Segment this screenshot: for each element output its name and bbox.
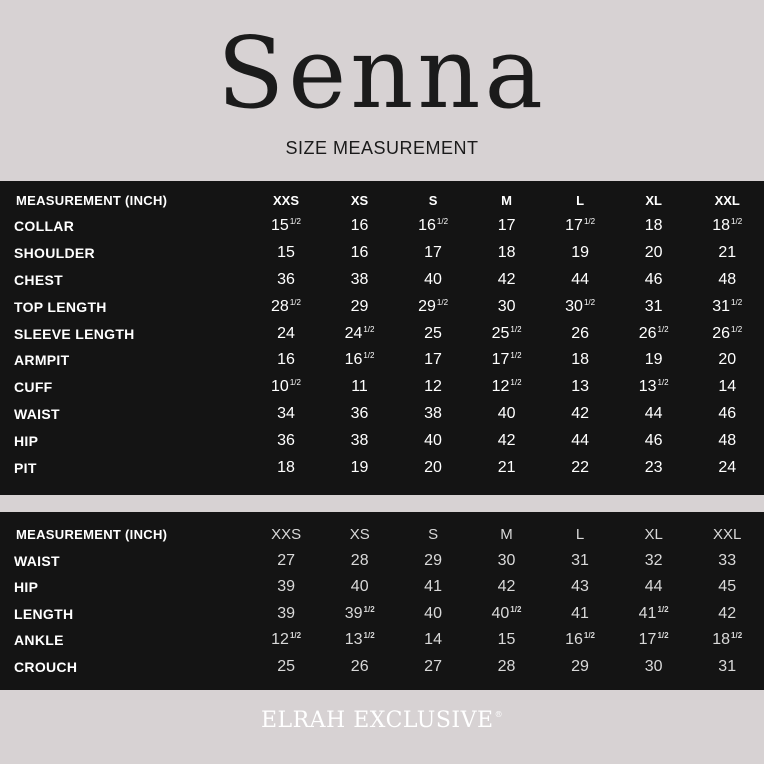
half-fraction: 1/2 (657, 378, 669, 388)
measurement-value: 28 (271, 297, 289, 315)
measurement-cell (323, 574, 397, 601)
measurement-value: 13 (638, 378, 657, 396)
measurement-cell (543, 374, 617, 401)
measurement-cell (396, 320, 470, 347)
measurement-value: 24 (277, 324, 295, 342)
half-fraction: 1/2 (363, 631, 375, 641)
table-row (0, 374, 764, 401)
measurement-value: 27 (277, 551, 296, 569)
half-fraction: 1/2 (289, 217, 301, 227)
measurement-cell (249, 320, 323, 347)
measurement-value: 44 (571, 431, 590, 449)
measurement-value: 34 (277, 404, 295, 422)
half-fraction: 1/2 (657, 631, 669, 641)
half-fraction: 1/2 (363, 604, 375, 614)
measurement-cell (396, 454, 470, 481)
measurement-value: 21 (497, 458, 516, 476)
measurement-value: 15 (497, 631, 516, 649)
measurement-cell (249, 267, 323, 294)
measurement-cell (323, 293, 397, 320)
measurement-cell (323, 320, 397, 347)
measurement-cell (249, 574, 323, 601)
measurement-cell (617, 267, 691, 294)
measurement-value: 46 (644, 270, 663, 288)
measurement-value: 42 (497, 578, 516, 596)
half-fraction: 1/2 (731, 217, 743, 227)
measurement-value: 48 (718, 431, 737, 449)
measurement-value: 33 (718, 551, 737, 569)
measurement-value: 12 (491, 378, 510, 396)
measurement-value: 38 (350, 431, 369, 449)
measurement-value: 40 (350, 578, 369, 596)
header-row (0, 521, 764, 548)
measurement-value: 48 (718, 270, 737, 288)
measurement-value: 36 (277, 270, 295, 288)
column-header-size: XXL (714, 192, 740, 208)
measurement-value: 15 (277, 244, 295, 262)
measurement-cell (690, 654, 764, 681)
measurement-cell (690, 347, 764, 374)
half-fraction: 1/2 (510, 378, 522, 388)
measurement-cell (543, 601, 617, 628)
column-header-size: XL (645, 192, 662, 208)
footer-brand (0, 708, 764, 733)
measurement-value: 24 (718, 458, 737, 476)
measurement-cell (396, 213, 470, 240)
header-row (0, 187, 764, 213)
measurement-value: 13 (344, 631, 363, 649)
table-row (0, 548, 764, 575)
measurement-value: 30 (497, 297, 516, 315)
half-fraction: 1/2 (289, 631, 302, 641)
measurement-value: 18 (497, 244, 516, 262)
measurement-cell (617, 601, 691, 628)
measurement-cell (249, 601, 323, 628)
measurement-value: 42 (497, 270, 516, 288)
row-label: SLEEVE LENGTH (14, 325, 135, 342)
half-fraction: 1/2 (436, 217, 449, 227)
half-fraction: 1/2 (657, 604, 669, 614)
measurement-value: 16 (350, 244, 369, 262)
measurement-value: 17 (638, 631, 657, 649)
table-row (0, 320, 764, 347)
half-fraction: 1/2 (583, 297, 596, 307)
measurement-value: 31 (712, 297, 731, 315)
row-label: CROUCH (14, 658, 78, 675)
measurement-value: 39 (277, 604, 296, 622)
measurement-cell (396, 347, 470, 374)
column-header-size: S (428, 525, 439, 543)
measurement-cell (249, 548, 323, 575)
column-header-size: XL (644, 525, 663, 543)
measurement-cell (249, 240, 323, 267)
half-fraction: 1/2 (363, 351, 375, 361)
measurement-value: 19 (644, 351, 663, 369)
measurement-cell (323, 213, 397, 240)
measurement-cell (690, 548, 764, 575)
measurement-value: 36 (277, 431, 295, 449)
measurement-value: 44 (644, 404, 663, 422)
measurement-value: 31 (571, 551, 589, 569)
measurement-value: 26 (571, 324, 590, 342)
measurement-value: 22 (571, 458, 590, 476)
row-label: WAIST (14, 405, 60, 422)
half-fraction: 1/2 (583, 217, 596, 227)
measurement-value: 15 (271, 217, 289, 235)
measurement-cell (617, 347, 691, 374)
measurement-value: 18 (644, 217, 663, 235)
measurement-value: 40 (424, 604, 442, 622)
measurement-cell (249, 454, 323, 481)
row-label: SHOULDER (14, 245, 95, 262)
measurement-cell (617, 427, 691, 454)
measurement-cell (323, 601, 397, 628)
row-label: CUFF (14, 379, 53, 396)
measurement-value: 20 (644, 244, 663, 262)
measurement-value: 42 (571, 404, 590, 422)
measurement-value: 19 (571, 244, 590, 262)
measurement-cell (543, 267, 617, 294)
measurement-cell (690, 627, 764, 654)
measurement-value: 16 (565, 631, 583, 649)
measurement-value: 44 (644, 578, 663, 596)
registered-mark: ® (494, 710, 504, 719)
measurement-value: 39 (277, 578, 296, 596)
measurement-value: 18 (712, 631, 731, 649)
measurement-cell (249, 293, 323, 320)
measurement-value: 26 (712, 324, 731, 342)
measurement-cell (543, 627, 617, 654)
measurement-value: 39 (344, 604, 363, 622)
measurement-cell (543, 574, 617, 601)
measurement-value: 20 (718, 351, 737, 369)
measurement-cell (249, 627, 323, 654)
measurement-cell (617, 574, 691, 601)
measurement-cell (323, 427, 397, 454)
measurement-value: 42 (497, 431, 516, 449)
half-fraction: 1/2 (731, 631, 743, 641)
measurement-value: 30 (565, 297, 583, 315)
page-subtitle: SIZE MEASUREMENT (285, 138, 479, 158)
measurement-value: 46 (644, 431, 663, 449)
measurement-cell (617, 627, 691, 654)
measurement-cell (617, 654, 691, 681)
measurement-cell (470, 267, 544, 294)
column-header-size: XXS (271, 525, 302, 543)
row-label: ARMPIT (14, 352, 70, 369)
row-label: PIT (14, 459, 37, 476)
measurement-cell (690, 267, 764, 294)
measurement-value: 12 (424, 378, 442, 396)
measurement-cell (543, 320, 617, 347)
measurement-cell (543, 548, 617, 575)
table-row (0, 267, 764, 294)
measurement-cell (470, 427, 544, 454)
measurement-value: 31 (718, 657, 737, 675)
measurement-value: 16 (344, 351, 363, 369)
row-label: HIP (14, 579, 39, 596)
half-fraction: 1/2 (657, 324, 669, 334)
measurement-value: 14 (424, 631, 442, 649)
measurement-value: 36 (350, 404, 369, 422)
measurement-value: 30 (644, 657, 663, 675)
table-row (0, 240, 764, 267)
measurement-value: 17 (565, 217, 583, 235)
measurement-cell (396, 548, 469, 575)
measurement-value: 14 (718, 378, 737, 396)
measurement-cell (396, 627, 469, 654)
row-label: TOP LENGTH (14, 298, 107, 315)
measurement-cell (690, 293, 764, 320)
measurement-cell (470, 574, 544, 601)
measurement-cell (617, 240, 691, 267)
measurement-value: 17 (424, 244, 442, 262)
top-size-table (0, 187, 764, 481)
measurement-cell (470, 401, 544, 428)
column-header-size: L (575, 525, 585, 543)
half-fraction: 1/2 (731, 297, 743, 307)
column-header-size: XXS (272, 192, 299, 208)
half-fraction: 1/2 (289, 378, 301, 388)
measurement-value: 18 (277, 458, 295, 476)
measurement-value: 28 (350, 551, 369, 569)
measurement-value: 13 (571, 378, 590, 396)
measurement-cell (543, 654, 617, 681)
measurement-cell (396, 427, 470, 454)
column-header-measurement: MEASUREMENT (INCH) (16, 526, 168, 542)
measurement-cell (249, 401, 323, 428)
measurement-cell (323, 627, 397, 654)
column-header-size: M (500, 525, 513, 543)
measurement-cell (470, 627, 544, 654)
measurement-cell (470, 654, 544, 681)
measurement-cell (396, 374, 470, 401)
measurement-value: 38 (350, 270, 369, 288)
measurement-cell (690, 320, 764, 347)
half-fraction: 1/2 (289, 297, 301, 307)
measurement-value: 26 (350, 657, 369, 675)
table-row (0, 627, 764, 654)
measurement-cell (323, 454, 397, 481)
measurement-value: 18 (712, 217, 731, 235)
measurement-cell (249, 374, 323, 401)
measurement-value: 30 (497, 551, 516, 569)
measurement-cell (470, 548, 544, 575)
half-fraction: 1/2 (731, 324, 743, 334)
measurement-value: 45 (718, 578, 737, 596)
measurement-cell (323, 267, 397, 294)
half-fraction: 1/2 (510, 351, 522, 361)
measurement-value: 29 (424, 551, 442, 569)
measurement-cell (543, 427, 617, 454)
bottom-size-table (0, 521, 764, 680)
measurement-value: 29 (418, 297, 436, 315)
half-fraction: 1/2 (510, 604, 522, 614)
measurement-value: 20 (424, 458, 442, 476)
bottom-size-panel (0, 512, 764, 690)
measurement-value: 18 (571, 351, 590, 369)
measurement-value: 25 (277, 657, 296, 675)
measurement-value: 21 (718, 244, 737, 262)
measurement-value: 43 (571, 578, 589, 596)
column-header-size: L (576, 192, 585, 208)
measurement-value: 16 (350, 217, 369, 235)
measurement-cell (470, 213, 544, 240)
measurement-value: 11 (351, 378, 368, 396)
measurement-value: 41 (424, 578, 442, 596)
measurement-cell (323, 347, 397, 374)
table-row (0, 213, 764, 240)
measurement-cell (690, 401, 764, 428)
table-row (0, 293, 764, 320)
measurement-value: 17 (424, 351, 442, 369)
measurement-cell (396, 601, 469, 628)
measurement-cell (690, 374, 764, 401)
measurement-cell (396, 401, 470, 428)
measurement-cell (470, 347, 544, 374)
measurement-value: 16 (418, 217, 436, 235)
column-header-size: S (428, 192, 438, 208)
table-row (0, 427, 764, 454)
measurement-cell (543, 293, 617, 320)
footer-text: ELRAH EXCLUSIVE (260, 708, 494, 733)
half-fraction: 1/2 (436, 297, 449, 307)
measurement-cell (690, 574, 764, 601)
measurement-value: 25 (491, 324, 510, 342)
measurement-value: 10 (271, 378, 289, 396)
measurement-cell (323, 240, 397, 267)
measurement-cell (617, 548, 691, 575)
measurement-value: 27 (424, 657, 442, 675)
row-label: LENGTH (14, 605, 74, 622)
measurement-value: 26 (638, 324, 657, 342)
measurement-value: 38 (424, 404, 442, 422)
column-header-size: XS (350, 192, 369, 208)
measurement-cell (543, 213, 617, 240)
measurement-cell (617, 213, 691, 240)
measurement-value: 23 (644, 458, 663, 476)
measurement-value: 40 (497, 404, 516, 422)
measurement-value: 40 (491, 604, 510, 622)
measurement-value: 24 (344, 324, 363, 342)
measurement-cell (396, 293, 470, 320)
measurement-cell (617, 293, 691, 320)
measurement-cell (617, 401, 691, 428)
measurement-value: 41 (571, 604, 589, 622)
measurement-value: 17 (497, 217, 516, 235)
measurement-cell (249, 347, 323, 374)
measurement-value: 12 (271, 631, 289, 649)
measurement-cell (543, 240, 617, 267)
column-header-measurement: MEASUREMENT (INCH) (16, 192, 168, 208)
measurement-cell (690, 213, 764, 240)
measurement-cell (470, 293, 544, 320)
measurement-value: 40 (424, 270, 442, 288)
measurement-cell (470, 240, 544, 267)
measurement-value: 19 (350, 458, 369, 476)
measurement-value: 25 (424, 324, 442, 342)
table-row (0, 401, 764, 428)
table-row (0, 454, 764, 481)
measurement-value: 44 (571, 270, 590, 288)
measurement-cell (690, 240, 764, 267)
brand-logo: Senna (217, 17, 547, 131)
half-fraction: 1/2 (363, 324, 375, 334)
measurement-value: 40 (424, 431, 442, 449)
top-size-panel (0, 181, 764, 495)
measurement-cell (617, 374, 691, 401)
measurement-cell (543, 454, 617, 481)
measurement-cell (396, 574, 469, 601)
measurement-cell (543, 401, 617, 428)
measurement-cell (543, 347, 617, 374)
measurement-value: 28 (497, 657, 516, 675)
row-label: CHEST (14, 271, 63, 288)
half-fraction: 1/2 (583, 631, 595, 641)
measurement-cell (690, 601, 764, 628)
measurement-cell (396, 654, 469, 681)
row-label: ANKLE (14, 632, 64, 649)
half-fraction: 1/2 (510, 324, 522, 334)
measurement-value: 31 (644, 297, 663, 315)
measurement-value: 41 (638, 604, 657, 622)
measurement-cell (323, 548, 397, 575)
measurement-cell (323, 654, 397, 681)
table-row (0, 654, 764, 681)
measurement-cell (249, 213, 323, 240)
table-row (0, 574, 764, 601)
measurement-cell (690, 427, 764, 454)
measurement-value: 29 (350, 297, 369, 315)
table-row (0, 601, 764, 628)
measurement-cell (470, 601, 544, 628)
row-label: HIP (14, 432, 39, 449)
measurement-value: 42 (718, 604, 737, 622)
measurement-value: 29 (571, 657, 589, 675)
column-header-size: M (501, 192, 513, 208)
measurement-value: 17 (491, 351, 510, 369)
row-label: COLLAR (14, 218, 75, 235)
column-header-size: XXL (713, 525, 742, 543)
measurement-cell (690, 454, 764, 481)
measurement-cell (249, 654, 323, 681)
row-label: WAIST (14, 552, 60, 569)
column-header-size: XS (349, 525, 370, 543)
table-row (0, 347, 764, 374)
measurement-value: 16 (277, 351, 295, 369)
measurement-cell (470, 320, 544, 347)
measurement-cell (396, 267, 470, 294)
measurement-cell (396, 240, 470, 267)
measurement-cell (249, 427, 323, 454)
measurement-cell (617, 454, 691, 481)
measurement-value: 32 (644, 551, 663, 569)
measurement-value: 46 (718, 404, 737, 422)
measurement-cell (470, 454, 544, 481)
measurement-cell (323, 374, 397, 401)
measurement-cell (617, 320, 691, 347)
measurement-cell (470, 374, 544, 401)
measurement-cell (323, 401, 397, 428)
